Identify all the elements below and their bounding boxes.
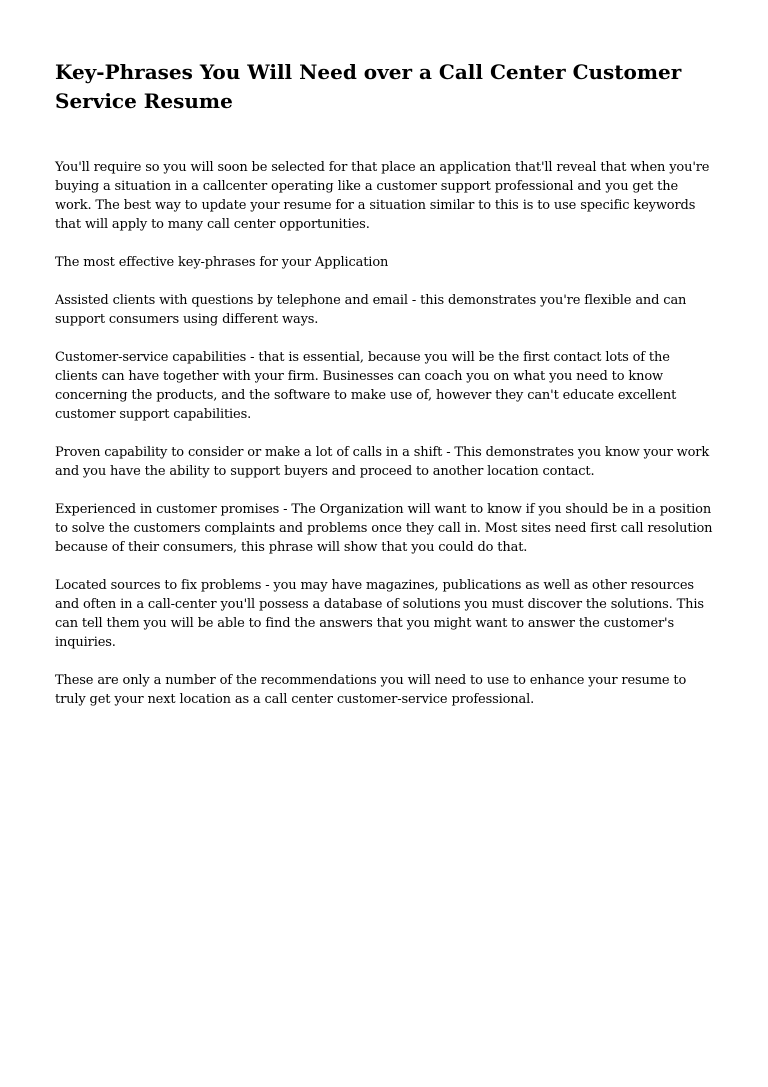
document-title: Key-Phrases You Will Need over a Call Center Customer Service Resume	[55, 60, 682, 113]
paragraph-intro: You'll require so you will soon be selected for that place an application that'll reveal that when you're buying a situation in a callcenter operating like a customer support professional and you get the work. The best way to update your resume for a situation similar to this is to use specific keywords that will apply to many call center opportunities.	[55, 160, 710, 232]
paragraph-located-sources: Located sources to fix problems - you may have magazines, publications as well as other resources and often in a call-center you'll possess a database of solutions you must discover the solutions. This can tell them you will be able to find the answers that you might want to answer the customer's inquiries.	[55, 578, 704, 650]
paragraph-customer-service: Customer-service capabilities - that is essential, because you will be the first contact lots of the clients can have together with your firm. Businesses can coach you on what you need to know concerning the products, and the software to make use of, however they can't educate excellent customer support capabilities.	[55, 350, 677, 422]
document-page	[55, 58, 715, 728]
paragraph-subheading: The most effective key-phrases for your Application	[55, 255, 389, 270]
paragraph-conclusion: These are only a number of the recommendations you will need to use to enhance your resume to truly get your next location as a call center customer-service professional.	[55, 673, 687, 707]
paragraph-proven-capability: Proven capability to consider or make a lot of calls in a shift - This demonstrates you know your work and you have the ability to support buyers and proceed to another location contact.	[55, 445, 710, 479]
paragraph-assisted-clients: Assisted clients with questions by telephone and email - this demonstrates you're flexible and can support consumers using different ways.	[55, 293, 687, 327]
paragraph-experienced: Experienced in customer promises - The Organization will want to know if you should be in a position to solve the customers complaints and problems once they call in. Most sites need first call resolution because of their consumers, this phrase will show that you could do that.	[55, 502, 713, 555]
